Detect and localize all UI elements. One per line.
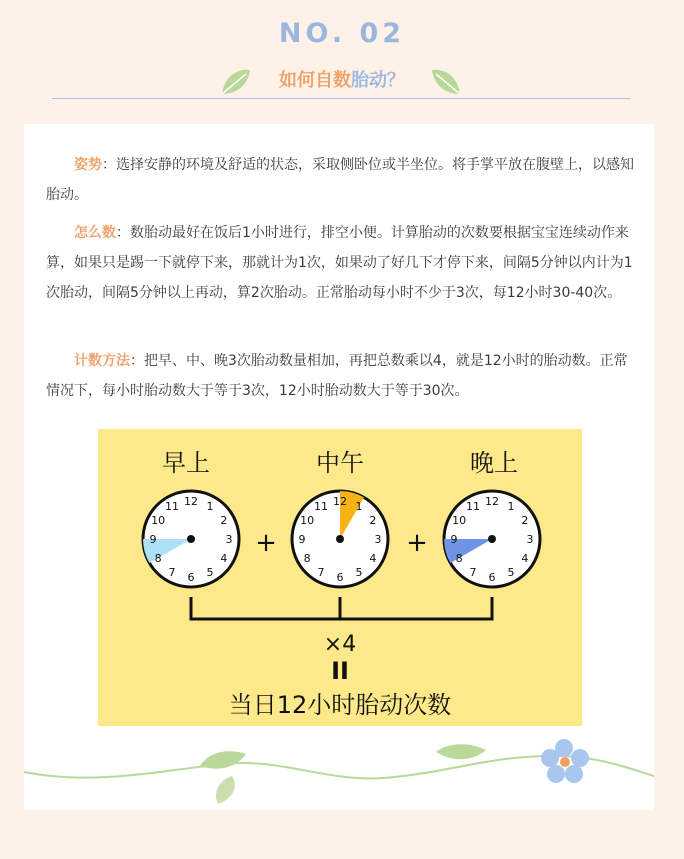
keyword-posture: 姿势 <box>74 157 102 173</box>
clock-noon <box>292 491 388 587</box>
clock-number: 4 <box>521 552 529 565</box>
title-divider <box>52 98 630 99</box>
title-part-1: 如何自数 <box>279 70 351 91</box>
clock-number: 2 <box>369 514 377 527</box>
clock-number: 12 <box>485 495 499 508</box>
flower-icon <box>541 739 589 783</box>
leaf-icon <box>216 776 235 804</box>
clock-number: 3 <box>225 533 233 546</box>
vine-decoration <box>24 736 654 816</box>
text-how-to-count: ：数胎动最好在饭后1小时进行，排空小便。计算胎动的次数要根据宝宝连续动作来算，如果只是踢一下就停下来，那就计为1次，如果动了好几下才停下来，间隔5分钟以内计为1次胎动，间隔5分钟以上再动，算2次胎动。正常胎动每小时不少于3次，每12小时30-40次。 <box>46 225 633 301</box>
plus-sign-1: + <box>255 528 277 558</box>
clock-number: 6 <box>336 571 344 584</box>
clock-number: 2 <box>521 514 529 527</box>
clock-number: 5 <box>355 565 363 579</box>
clock-number: 2 <box>220 514 228 527</box>
clock-number: 9 <box>450 533 458 546</box>
clock-number: 1 <box>206 500 214 514</box>
leaf-icon <box>200 751 246 768</box>
clock-number: 7 <box>168 565 176 579</box>
keyword-how-to-count: 怎么数 <box>74 225 116 241</box>
paragraph-method <box>46 346 634 406</box>
leaf-icon <box>436 744 486 759</box>
clock-center <box>488 535 496 543</box>
clock-morning <box>143 491 239 587</box>
clock-number: 3 <box>374 533 382 546</box>
label-morning: 早上 <box>162 449 210 477</box>
section-title <box>0 66 684 92</box>
section-number: NO. 02 <box>278 18 406 49</box>
clock-number: 3 <box>526 533 534 546</box>
clock-number: 1 <box>355 500 363 514</box>
clock-number: 6 <box>488 571 496 584</box>
clock-center <box>187 535 195 543</box>
clock-number: 10 <box>452 514 467 527</box>
clock-number: 8 <box>455 552 463 565</box>
clock-number: 4 <box>220 552 228 565</box>
result-label: 当日12小时胎动次数 <box>228 691 452 719</box>
clock-number: 10 <box>151 514 166 527</box>
keyword-method: 计数方法 <box>74 353 130 369</box>
content-card <box>24 124 654 810</box>
clock-number: 8 <box>303 552 311 565</box>
clock-number: 12 <box>184 495 198 508</box>
clock-number: 7 <box>317 565 325 579</box>
clock-number: 8 <box>154 552 162 565</box>
clock-number: 6 <box>187 571 195 584</box>
text-method: ：把早、中、晚3次胎动数量相加，再把总数乘以4，就是12小时的胎动数。正常情况下，每小时胎动数大于等于3次，12小时胎动数大于等于30次。 <box>46 353 628 399</box>
title-part-2: 胎动？ <box>351 70 405 91</box>
leaf-right-icon <box>428 64 464 98</box>
plus-sign-2: + <box>406 528 428 558</box>
label-noon: 中午 <box>316 449 364 477</box>
clock-number: 9 <box>149 533 157 546</box>
clock-center <box>336 535 344 543</box>
clock-number: 1 <box>507 500 515 514</box>
clock-number: 9 <box>298 533 306 546</box>
paragraph-how-to-count <box>46 218 634 308</box>
clock-evening <box>444 491 540 587</box>
clock-number: 12 <box>333 495 347 508</box>
equals-sign: II <box>331 657 349 685</box>
clock-number: 7 <box>469 565 477 579</box>
clock-number: 5 <box>507 565 515 579</box>
paragraph-posture <box>46 150 634 210</box>
clock-number: 4 <box>369 552 377 565</box>
clock-number: 11 <box>314 500 328 514</box>
fetal-movement-illustration <box>98 429 582 726</box>
label-evening: 晚上 <box>470 449 518 477</box>
clock-number: 10 <box>300 514 315 527</box>
clock-number: 11 <box>466 500 480 514</box>
multiplier: ×4 <box>323 632 357 657</box>
clock-number: 5 <box>206 565 214 579</box>
clock-number: 11 <box>165 500 179 514</box>
text-posture: ：选择安静的环境及舒适的状态，采取侧卧位或半坐位。将手掌平放在腹壁上，以感知胎动。 <box>46 157 634 203</box>
